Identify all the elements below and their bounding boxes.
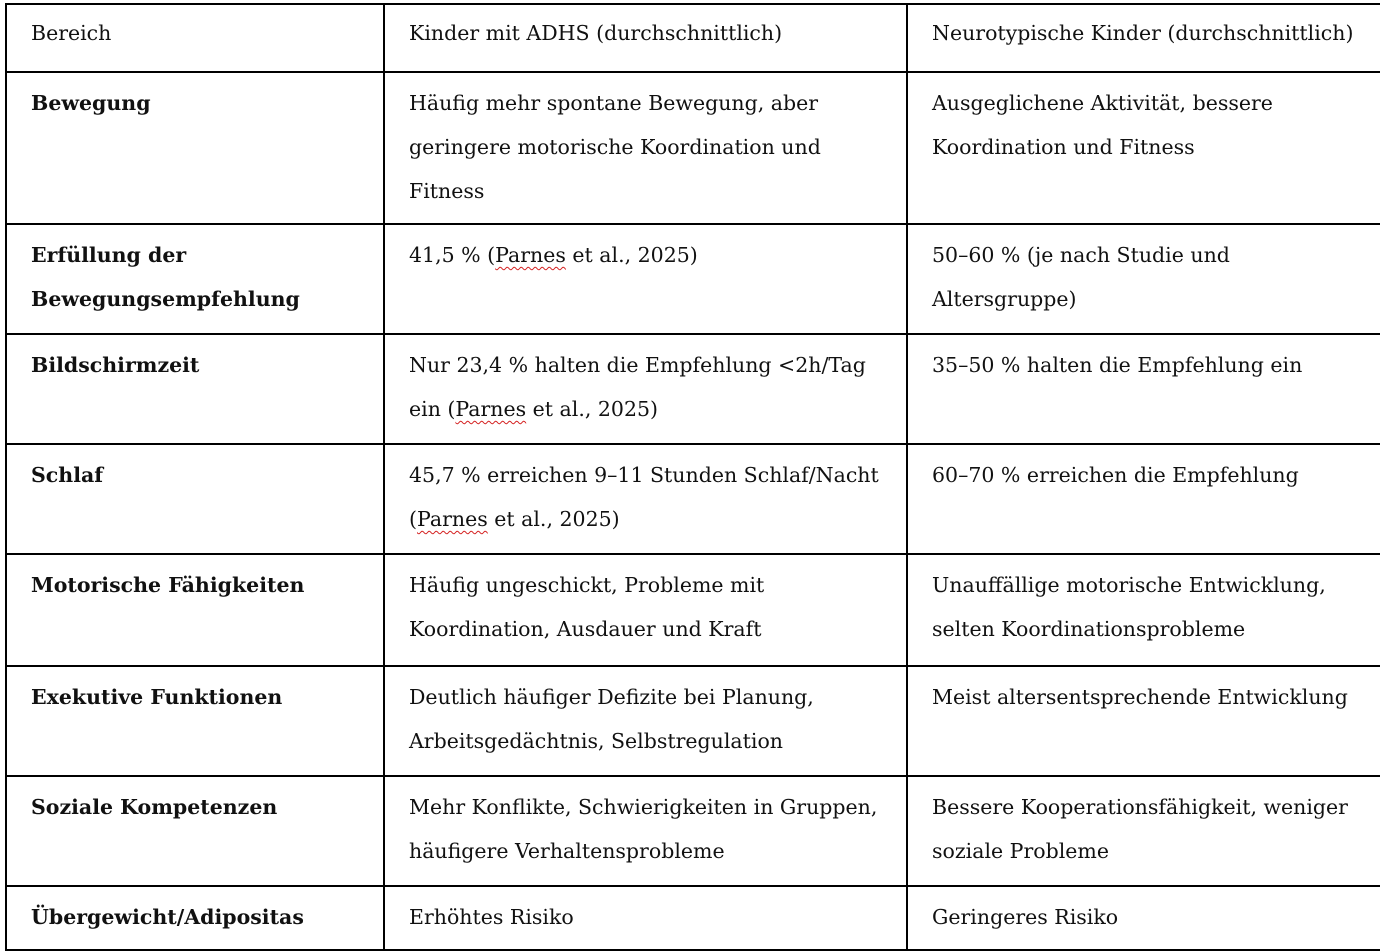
adhs-cell	[384, 334, 907, 444]
adhs-cell: Häufig ungeschickt, Probleme mit Koordination, Ausdauer und Kraft	[384, 554, 907, 666]
spellcheck-flagged-word[interactable]: Parnes	[417, 507, 488, 531]
cell-text: et al., 2025)	[565, 243, 698, 267]
neurotypical-cell: Bessere Kooperationsfähigkeit, weniger soziale Probleme	[907, 776, 1380, 886]
row-label: Motorische Fähigkeiten	[6, 554, 384, 666]
row-label: Soziale Kompetenzen	[6, 776, 384, 886]
adhs-cell	[384, 444, 907, 554]
table-row	[6, 886, 1380, 950]
neurotypical-cell: Ausgeglichene Aktivität, bessere Koordination und Fitness	[907, 72, 1380, 224]
adhs-cell: Häufig mehr spontane Bewegung, aber geringere motorische Koordination und Fitness	[384, 72, 907, 224]
adhs-cell: Mehr Konflikte, Schwierigkeiten in Gruppen, häufigere Verhaltensprobleme	[384, 776, 907, 886]
neurotypical-cell: 60–70 % erreichen die Empfehlung	[907, 444, 1380, 554]
header-cell-area: Bereich	[6, 4, 384, 72]
table-row	[6, 666, 1380, 776]
adhs-cell	[384, 224, 907, 334]
neurotypical-cell: Meist altersentsprechende Entwicklung	[907, 666, 1380, 776]
neurotypical-cell: 35–50 % halten die Empfehlung ein	[907, 334, 1380, 444]
table-row	[6, 776, 1380, 886]
cell-text: et al., 2025)	[487, 507, 620, 531]
row-label: Exekutive Funktionen	[6, 666, 384, 776]
table-row	[6, 444, 1380, 554]
spellcheck-flagged-word[interactable]: Parnes	[495, 243, 566, 267]
adhs-cell: Erhöhtes Risiko	[384, 886, 907, 950]
cell-text: 41,5 % (	[409, 243, 496, 267]
neurotypical-cell: 50–60 % (je nach Studie und Altersgruppe)	[907, 224, 1380, 334]
table-header-row	[6, 4, 1380, 72]
neurotypical-cell: Geringeres Risiko	[907, 886, 1380, 950]
header-cell-adhs: Kinder mit ADHS (durchschnittlich)	[384, 4, 907, 72]
row-label: Schlaf	[6, 444, 384, 554]
row-label: Bildschirmzeit	[6, 334, 384, 444]
cell-text: et al., 2025)	[526, 397, 659, 421]
cell-text: 45,7 % erreichen 9–11 Stunden Schlaf/Nacht (	[409, 463, 879, 531]
cell-text: Nur 23,4 % halten die Empfehlung <2h/Tag ein (	[409, 353, 866, 421]
comparison-table	[5, 3, 1380, 951]
spellcheck-flagged-word[interactable]: Parnes	[455, 397, 527, 421]
table-row	[6, 224, 1380, 334]
row-label: Erfüllung der Bewegungsempfehlung	[6, 224, 384, 334]
table-row	[6, 554, 1380, 666]
row-label: Übergewicht/Adipositas	[6, 886, 384, 950]
adhs-cell: Deutlich häufiger Defizite bei Planung, Arbeitsgedächtnis, Selbstregulation	[384, 666, 907, 776]
table-row	[6, 72, 1380, 224]
row-label: Bewegung	[6, 72, 384, 224]
neurotypical-cell: Unauffällige motorische Entwicklung, selten Koordinationsprobleme	[907, 554, 1380, 666]
table-row	[6, 334, 1380, 444]
header-cell-neurotypical: Neurotypische Kinder (durchschnittlich)	[907, 4, 1380, 72]
